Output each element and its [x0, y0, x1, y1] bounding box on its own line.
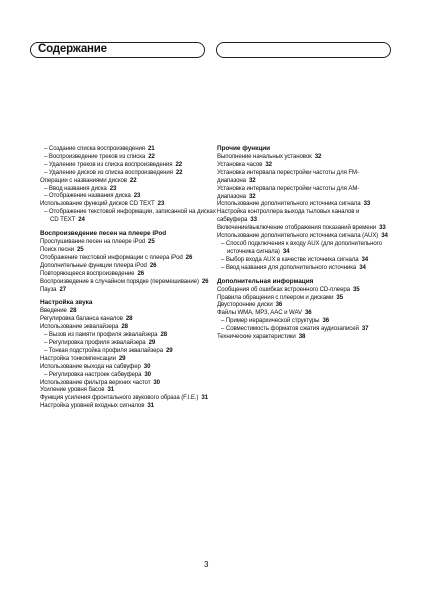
entry-title: Установка интервала перестройки частоты для FM-диапазона [217, 168, 359, 184]
dash-marker: – [44, 168, 49, 176]
entry-page-number: 28 [160, 331, 168, 339]
toc-subentry[interactable] [217, 240, 397, 256]
entry-title: Тонкая подстройка профиля эквалайзера [48, 346, 164, 354]
toc-entry[interactable] [40, 323, 220, 331]
entry-title: Настройка уровней входных сигналов [40, 402, 145, 410]
toc-entry[interactable] [217, 200, 397, 208]
entry-title: Отображение названия диска [48, 192, 131, 200]
entry-page-number: 21 [147, 145, 155, 152]
entry-page-number: 32 [265, 160, 272, 168]
toc-entry[interactable] [217, 208, 397, 224]
toc-entry[interactable] [217, 333, 397, 341]
entry-page-number: 29 [118, 354, 126, 362]
toc-section-heading [217, 145, 397, 153]
entry-page-number: 34 [359, 263, 366, 271]
entry-title: Установка часов [217, 160, 263, 168]
entry-page-number: 34 [361, 255, 369, 263]
entry-page-number: 32 [248, 176, 256, 184]
header-empty-tab [216, 42, 391, 58]
toc-entry[interactable] [217, 224, 397, 232]
entry-page-number: 31 [147, 402, 154, 410]
entry-title: Создание списка воспроизведения [48, 145, 145, 152]
entry-title: Отображение текстовой информации, записанной на дисках CD TEXT [48, 208, 216, 224]
toc-entry[interactable] [40, 394, 220, 402]
entry-title: Использование дополнительного источника сигнала (AUX) [217, 232, 379, 240]
toc-entry[interactable] [40, 177, 220, 185]
entry-page-number: 28 [121, 323, 128, 331]
entry-title: Выполнение начальных установок [217, 153, 312, 160]
entry-title: Введение [40, 307, 67, 315]
toc-entry[interactable] [40, 386, 220, 394]
entry-title: Удаление дисков из списка воспроизведения [48, 168, 173, 176]
toc-subentry[interactable] [40, 153, 220, 161]
entry-title: Операции с названиями дисков [40, 176, 127, 184]
entry-page-number: 23 [109, 184, 117, 192]
entry-page-number: 28 [69, 307, 77, 315]
entry-title: Использование фильтра верхних частот [40, 378, 151, 386]
entry-title: Файлы WMA, MP3, AAC и WAV [217, 309, 302, 317]
entry-page-number: 30 [143, 362, 151, 370]
toc-entry[interactable] [217, 294, 397, 302]
dash-marker: – [44, 331, 49, 339]
entry-title: Функция усиления фронтального звукового образа (F.I.E.) [40, 394, 199, 402]
toc-subentry[interactable] [40, 161, 220, 169]
entry-page-number: 27 [59, 285, 67, 293]
toc-subentry[interactable] [40, 339, 220, 347]
toc-left-column [40, 145, 220, 410]
entry-title: Регулировка баланса каналов [40, 315, 123, 323]
entry-title: Регулировка настроек сабвуфера [48, 370, 142, 378]
entry-page-number: 22 [129, 176, 137, 184]
entry-title: Пример иерархической структуры [225, 317, 320, 325]
section-heading-text: Настройка звука [40, 299, 93, 307]
toc-subentry[interactable] [40, 371, 220, 379]
entry-title: Воспроизведение в случайном порядке (перемешивание) [40, 277, 199, 285]
entry-title: Регулировка профиля эквалайзера [48, 339, 146, 347]
entry-title: Повторяющееся воспроизведение [40, 269, 135, 277]
toc-entry[interactable] [217, 232, 397, 240]
toc-entry[interactable] [40, 363, 220, 371]
entry-page-number: 28 [125, 315, 133, 323]
toc-entry[interactable] [40, 402, 220, 410]
entry-title: Отображение текстовой информации с плеера iPod [40, 253, 183, 261]
toc-entry[interactable] [217, 169, 397, 185]
dash-marker: – [44, 160, 49, 168]
entry-page-number: 29 [148, 339, 156, 347]
entry-page-number: 38 [298, 333, 306, 341]
toc-section-heading [217, 278, 397, 286]
entry-title: Ввод названия диска [48, 184, 107, 192]
dash-marker: – [221, 255, 226, 263]
entry-title: Сообщения об ошибках встроенного CD-плеера [217, 285, 350, 293]
toc-subentry[interactable] [40, 185, 220, 193]
entry-page-number: 22 [175, 160, 183, 168]
entry-page-number: 35 [352, 285, 360, 293]
entry-page-number: 37 [361, 325, 369, 333]
toc-subentry[interactable] [217, 256, 397, 264]
toc-subentry[interactable] [40, 145, 220, 153]
entry-page-number: 33 [379, 224, 386, 232]
entry-title: Использование дополнительного источника сигнала [217, 200, 361, 208]
toc-entry[interactable] [40, 315, 220, 323]
dash-marker: – [44, 145, 49, 152]
entry-title: Дополнительные функции плеера iPod [40, 261, 147, 269]
entry-title: Включение/выключение отображения показаний времени [217, 224, 377, 232]
entry-title: Использование выхода на сабвуфер [40, 362, 141, 370]
section-heading-text: Воспроизведение песен на плеере iPod [40, 230, 167, 238]
toc-subentry[interactable] [40, 331, 220, 339]
dash-marker: – [44, 152, 49, 160]
dash-marker: – [221, 325, 226, 333]
toc-entry[interactable] [217, 301, 397, 309]
entry-page-number: 31 [201, 394, 208, 402]
entry-page-number: 30 [153, 378, 160, 386]
page-number: 3 [204, 560, 209, 569]
entry-page-number: 24 [78, 216, 85, 224]
toc-entry[interactable] [40, 307, 220, 315]
entry-page-number: 26 [185, 253, 193, 261]
entry-title: Установка интервала перестройки частоты для AM-диапазона [217, 184, 360, 200]
entry-title: Правила обращения с плеером и дисками [217, 293, 334, 301]
entry-page-number: 30 [144, 370, 151, 378]
toc-entry[interactable] [40, 286, 220, 294]
dash-marker: – [44, 184, 49, 192]
dash-marker: – [44, 208, 49, 216]
toc-subentry[interactable] [217, 325, 397, 333]
entry-page-number: 22 [175, 168, 183, 176]
toc-entry[interactable] [217, 161, 397, 169]
toc-entry[interactable] [40, 238, 220, 246]
dash-marker: – [44, 339, 49, 347]
entry-page-number: 35 [336, 293, 343, 301]
toc-subentry[interactable] [40, 347, 220, 355]
entry-page-number: 26 [149, 261, 157, 269]
dash-marker: – [44, 346, 49, 354]
entry-title: Ввод названия для дополнительного источника [225, 263, 357, 271]
entry-title: Совместимость форматов сжатия аудиозаписей [225, 325, 359, 333]
entry-page-number: 29 [166, 346, 173, 354]
entry-title: Воспроизведение треков из списка [48, 152, 146, 160]
toc-entry[interactable] [217, 309, 397, 317]
dash-marker: – [221, 239, 226, 247]
toc-right-column [217, 145, 397, 341]
toc-entry[interactable] [40, 262, 220, 270]
entry-title: Использование функций дисков CD TEXT [40, 200, 155, 208]
entry-page-number: 34 [381, 232, 388, 240]
entry-page-number: 36 [275, 301, 283, 309]
dash-marker: – [221, 317, 226, 325]
entry-page-number: 31 [107, 386, 115, 394]
toc-entry[interactable] [40, 379, 220, 387]
toc-entry[interactable] [217, 185, 397, 201]
entry-page-number: 36 [304, 309, 312, 317]
toc-entry[interactable] [40, 270, 220, 278]
entry-title: Использование эквалайзера [40, 323, 119, 331]
dash-marker: – [44, 370, 49, 378]
entry-title: Поиск песни [40, 245, 74, 253]
dash-marker: – [221, 263, 226, 271]
entry-page-number: 33 [363, 200, 371, 208]
entry-page-number: 36 [322, 317, 330, 325]
entry-page-number: 32 [314, 153, 322, 160]
toc-section-heading [40, 230, 220, 238]
entry-title: Вызов из памяти профиля эквалайзера [48, 331, 158, 339]
entry-title: Удаление треков из списка воспроизведения [48, 160, 173, 168]
entry-title: Двусторонние диски [217, 301, 273, 309]
toc-subentry[interactable] [217, 264, 397, 272]
toc-entry[interactable] [40, 200, 220, 208]
toc-entry[interactable] [40, 355, 220, 363]
entry-page-number: 34 [282, 247, 290, 255]
toc-entry[interactable] [40, 254, 220, 262]
entry-title: Настройка контроллера выхода тыловых каналов и сабвуфера [217, 208, 360, 224]
toc-section-heading [40, 299, 220, 307]
toc-entry[interactable] [40, 278, 220, 286]
header-title-tab [30, 42, 205, 58]
entry-page-number: 25 [148, 238, 155, 246]
entry-title: Способ подключения к входу AUX (для дополнительного источника сигнала) [225, 239, 382, 255]
entry-page-number: 23 [157, 200, 165, 208]
entry-page-number: 22 [148, 152, 155, 160]
entry-title: Пауза [40, 285, 57, 293]
entry-page-number: 25 [76, 245, 84, 253]
entry-page-number: 23 [133, 192, 141, 200]
entry-title: Прослушивание песен на плеере iPod [40, 238, 146, 246]
toc-entry[interactable] [40, 246, 220, 254]
section-heading-text: Прочие функции [217, 145, 271, 152]
entry-title: Усиление уровня басов [40, 386, 105, 394]
entry-title: Выбор входа AUX в качестве источника сигнала [225, 255, 359, 263]
toc-subentry[interactable] [40, 169, 220, 177]
entry-page-number: 26 [201, 277, 209, 285]
entry-title: Технические характеристики [217, 333, 296, 341]
page-title: Содержание [38, 43, 107, 55]
dash-marker: – [44, 192, 49, 200]
entry-title: Настройка тонкомпенсации [40, 354, 116, 362]
toc-entry[interactable] [217, 153, 397, 161]
toc-subentry[interactable] [217, 317, 397, 325]
entry-page-number: 33 [250, 216, 257, 224]
toc-subentry[interactable] [40, 208, 220, 224]
entry-page-number: 32 [248, 192, 256, 200]
toc-entry[interactable] [217, 286, 397, 294]
section-heading-text: Дополнительная информация [217, 277, 314, 285]
toc-subentry[interactable] [40, 192, 220, 200]
entry-page-number: 26 [137, 269, 145, 277]
